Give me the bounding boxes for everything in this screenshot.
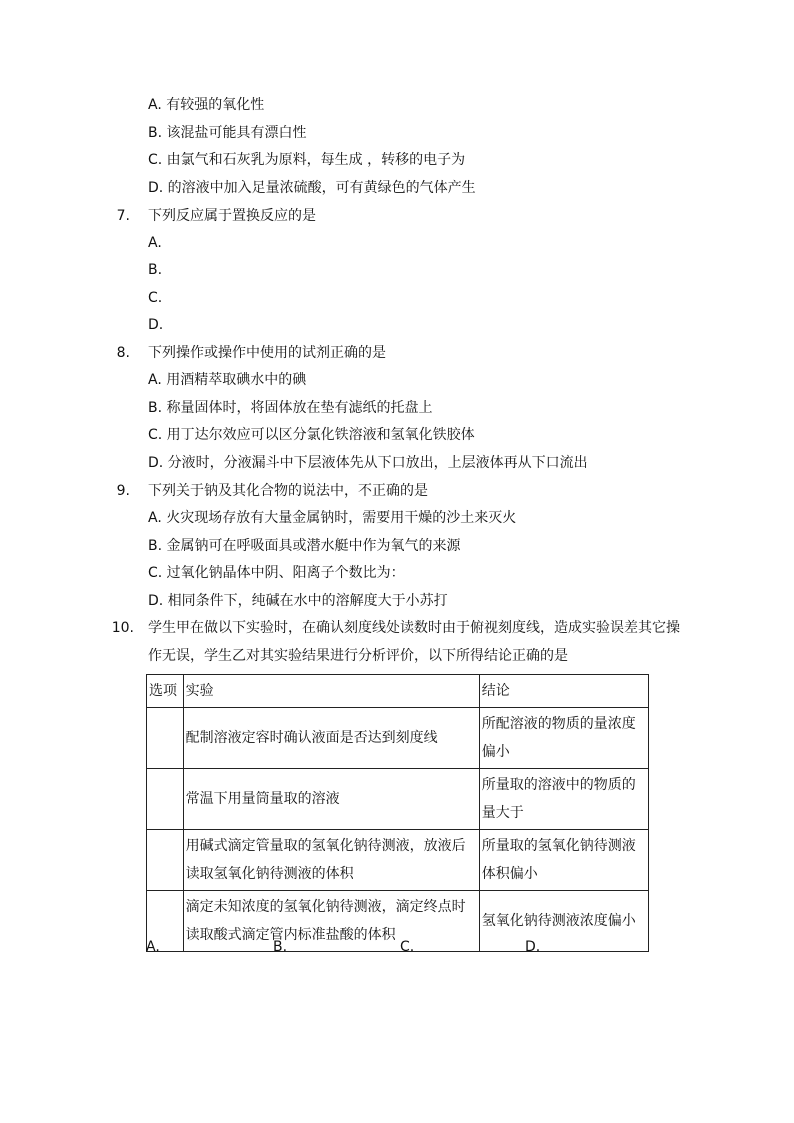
- q9-option-b: B. 金属钠可在呼吸面具或潜水艇中作为氧气的来源: [148, 538, 461, 554]
- q9-stem: 下列关于钠及其化合物的说法中，不正确的是: [148, 483, 428, 499]
- q9-number: 9.: [116, 483, 130, 499]
- q8-option-b: B. 称量固体时，将固体放在垫有滤纸的托盘上: [148, 400, 433, 416]
- q6-option-c: C. 由氯气和石灰乳为原料，每生成 ，转移的电子为: [148, 152, 466, 168]
- q9-option-d: D. 相同条件下，纯碱在水中的溶解度大于小苏打: [148, 593, 448, 609]
- q7-option-a: A.: [148, 235, 162, 251]
- table-cell-option: [147, 708, 184, 769]
- table-cell-conclusion: 所量取的溶液中的物质的量大于: [479, 769, 648, 830]
- q7-number: 7.: [116, 208, 130, 224]
- q8-number: 8.: [116, 345, 130, 361]
- table-header-conclusion: 结论: [479, 675, 648, 708]
- q7-option-d: D.: [148, 317, 164, 333]
- q8-option-c: C. 用丁达尔效应可以区分氯化铁溶液和氢氧化铁胶体: [148, 427, 475, 443]
- q6-option-b: B. 该混盐可能具有漂白性: [148, 125, 307, 141]
- table-cell-option: [147, 830, 184, 891]
- table-row: [147, 830, 649, 891]
- table-header-option: 选项: [147, 675, 184, 708]
- q10-option-c: C.: [400, 939, 415, 955]
- q10-option-d: D.: [525, 939, 541, 955]
- q10-options: [146, 937, 666, 957]
- q9-option-c: C. 过氧化钠晶体中阴、阳离子个数比为：: [148, 565, 405, 581]
- table-cell-option: [147, 769, 184, 830]
- q8-stem: 下列操作或操作中使用的试剂正确的是: [148, 345, 386, 361]
- q7-option-c: C.: [148, 290, 163, 306]
- table-cell-experiment: 用碱式滴定管量取的氢氧化钠待测液，放液后读取氢氧化钠待测液的体积: [183, 830, 479, 891]
- q6-option-a: A. 有较强的氧化性: [148, 97, 265, 113]
- q10-option-a: A.: [146, 939, 160, 955]
- table-cell-conclusion: 所配溶液的物质的量浓度偏小: [479, 708, 648, 769]
- table-cell-experiment: 配制溶液定容时确认液面是否达到刻度线: [183, 708, 479, 769]
- table-cell-experiment: 滴定未知浓度的氢氧化钠待测液，滴定终点时读取酸式滴定管内标准盐酸的体积: [183, 891, 479, 952]
- table-row: [147, 708, 649, 769]
- q9-option-a: A. 火灾现场存放有大量金属钠时，需要用干燥的沙土来灭火: [148, 510, 517, 526]
- q7-option-b: B.: [148, 262, 163, 278]
- q6-option-d: D. 的溶液中加入足量浓硫酸，可有黄绿色的气体产生: [148, 180, 476, 196]
- q8-option-d: D. 分液时，分液漏斗中下层液体先从下口放出，上层液体再从下口流出: [148, 455, 588, 471]
- table-cell-conclusion: 氢氧化钠待测液浓度偏小: [479, 891, 648, 952]
- q10-stem-line1: 学生甲在做以下实验时，在确认刻度线处读数时由于俯视刻度线，造成实验误差其它操: [148, 620, 680, 636]
- q10-number: 10.: [111, 620, 134, 636]
- q10-table: [146, 674, 649, 952]
- table-header-experiment: 实验: [183, 675, 479, 708]
- q10-stem-line2: 作无误，学生乙对其实验结果进行分析评价，以下所得结论正确的是: [148, 648, 568, 664]
- table-row: [147, 769, 649, 830]
- table-header-row: [147, 675, 649, 708]
- q8-option-a: A. 用酒精萃取碘水中的碘: [148, 372, 307, 388]
- table-cell-conclusion: 所量取的氢氧化钠待测液体积偏小: [479, 830, 648, 891]
- q10-option-b: B.: [273, 939, 288, 955]
- table-cell-experiment: 常温下用量筒量取的溶液: [183, 769, 479, 830]
- q7-stem: 下列反应属于置换反应的是: [148, 208, 316, 224]
